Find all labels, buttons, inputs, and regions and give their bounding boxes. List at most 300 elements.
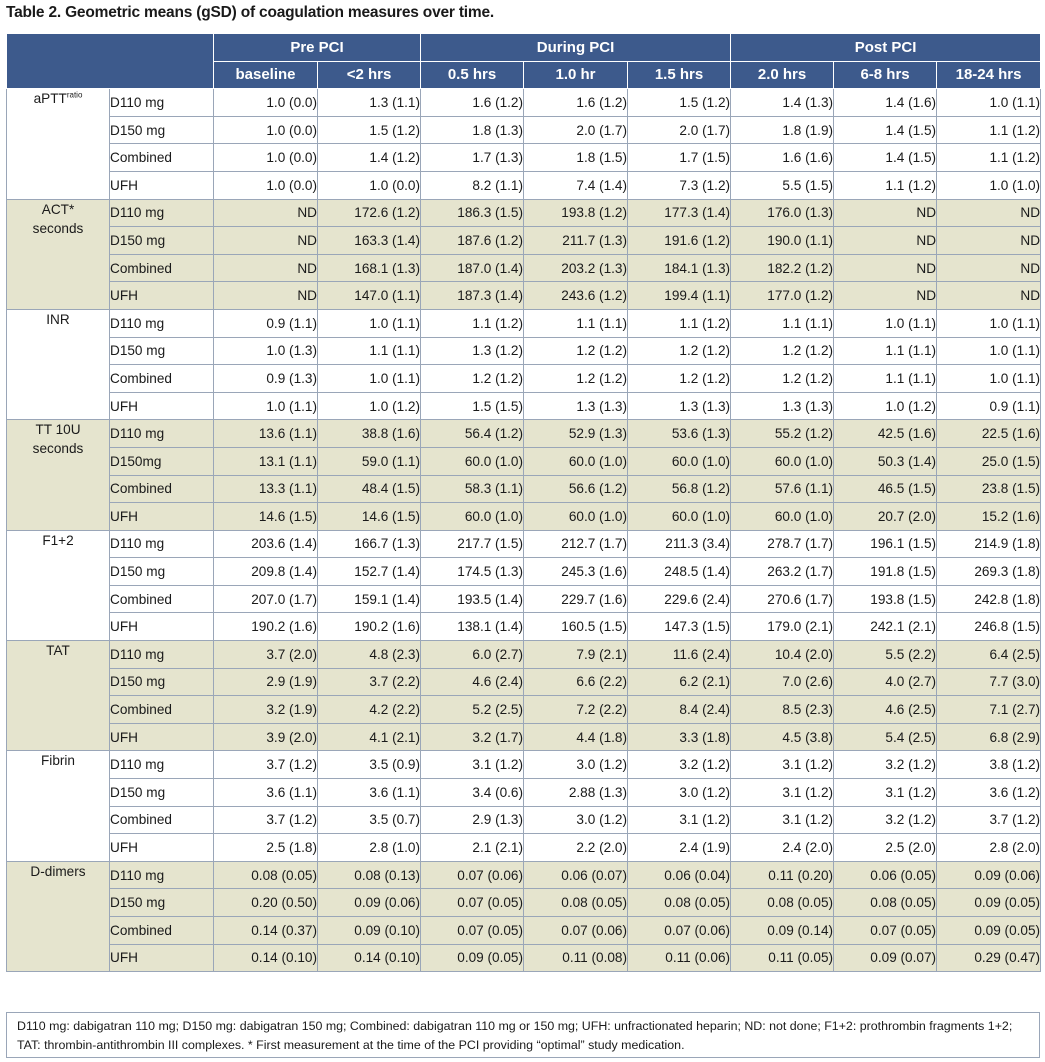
- value-cell: 0.08 (0.05): [731, 889, 834, 917]
- value-cell: 38.8 (1.6): [318, 420, 421, 448]
- value-cell: 7.0 (2.6): [731, 668, 834, 696]
- value-cell: 229.7 (1.6): [524, 585, 628, 613]
- table-row: [7, 530, 1041, 558]
- value-cell: 3.6 (1.1): [318, 779, 421, 807]
- value-cell: 50.3 (1.4): [834, 447, 937, 475]
- value-cell: 203.6 (1.4): [214, 530, 318, 558]
- table-row: [7, 365, 1041, 393]
- measure-name: F1+2: [42, 532, 74, 548]
- value-cell: 7.1 (2.7): [937, 696, 1041, 724]
- value-cell: 2.0 (1.7): [628, 116, 731, 144]
- value-cell: ND: [937, 254, 1041, 282]
- measure-superscript: ratio: [66, 90, 83, 100]
- value-cell: 3.9 (2.0): [214, 723, 318, 751]
- value-cell: 60.0 (1.0): [628, 447, 731, 475]
- value-cell: 2.5 (2.0): [834, 834, 937, 862]
- table-row: [7, 944, 1041, 972]
- value-cell: 0.14 (0.37): [214, 917, 318, 945]
- timepoint-header: 18-24 hrs: [937, 61, 1041, 89]
- value-cell: 190.0 (1.1): [731, 227, 834, 255]
- treatment-group: D110 mg: [110, 420, 214, 448]
- value-cell: 184.1 (1.3): [628, 254, 731, 282]
- value-cell: 203.2 (1.3): [524, 254, 628, 282]
- timepoint-header: 1.0 hr: [524, 61, 628, 89]
- value-cell: 4.5 (3.8): [731, 723, 834, 751]
- treatment-group: UFH: [110, 282, 214, 310]
- value-cell: 1.0 (1.1): [318, 309, 421, 337]
- value-cell: 246.8 (1.5): [937, 613, 1041, 641]
- value-cell: 3.1 (1.2): [731, 779, 834, 807]
- value-cell: 229.6 (2.4): [628, 585, 731, 613]
- value-cell: 176.0 (1.3): [731, 199, 834, 227]
- value-cell: 0.08 (0.05): [214, 861, 318, 889]
- value-cell: 3.7 (2.0): [214, 641, 318, 669]
- value-cell: 1.0 (0.0): [318, 171, 421, 199]
- value-cell: 211.3 (3.4): [628, 530, 731, 558]
- treatment-group: D150 mg: [110, 116, 214, 144]
- value-cell: 1.4 (1.3): [731, 89, 834, 117]
- value-cell: 5.5 (1.5): [731, 171, 834, 199]
- measure-name: Fibrin: [41, 753, 75, 769]
- value-cell: 1.0 (0.0): [214, 116, 318, 144]
- value-cell: 1.1 (1.1): [524, 309, 628, 337]
- treatment-group: Combined: [110, 806, 214, 834]
- group-header-pre-pci: Pre PCI: [214, 34, 421, 62]
- value-cell: 3.1 (1.2): [834, 779, 937, 807]
- value-cell: 3.8 (1.2): [937, 751, 1041, 779]
- treatment-group: Combined: [110, 917, 214, 945]
- value-cell: 52.9 (1.3): [524, 420, 628, 448]
- value-cell: 0.07 (0.05): [421, 917, 524, 945]
- value-cell: 6.8 (2.9): [937, 723, 1041, 751]
- value-cell: 278.7 (1.7): [731, 530, 834, 558]
- timepoint-header: 2.0 hrs: [731, 61, 834, 89]
- value-cell: 1.2 (1.2): [421, 365, 524, 393]
- value-cell: 242.1 (2.1): [834, 613, 937, 641]
- value-cell: 1.8 (1.3): [421, 116, 524, 144]
- value-cell: 190.2 (1.6): [318, 613, 421, 641]
- table-title: Table 2. Geometric means (gSD) of coagulation measures over time.: [6, 4, 495, 21]
- value-cell: 0.9 (1.3): [214, 365, 318, 393]
- value-cell: 15.2 (1.6): [937, 503, 1041, 531]
- table-row: [7, 503, 1041, 531]
- value-cell: 191.6 (1.2): [628, 227, 731, 255]
- value-cell: 1.0 (1.1): [937, 89, 1041, 117]
- table-row: [7, 254, 1041, 282]
- measure-unit: seconds: [32, 441, 84, 457]
- value-cell: 5.4 (2.5): [834, 723, 937, 751]
- value-cell: ND: [214, 227, 318, 255]
- value-cell: 1.4 (1.5): [834, 144, 937, 172]
- value-cell: 199.4 (1.1): [628, 282, 731, 310]
- value-cell: 207.0 (1.7): [214, 585, 318, 613]
- measure-label: [7, 641, 110, 751]
- treatment-group: D150 mg: [110, 558, 214, 586]
- value-cell: 1.3 (1.3): [731, 392, 834, 420]
- value-cell: 2.1 (2.1): [421, 834, 524, 862]
- value-cell: 163.3 (1.4): [318, 227, 421, 255]
- measure-name: aPTT: [33, 91, 67, 107]
- value-cell: 0.08 (0.13): [318, 861, 421, 889]
- value-cell: 1.0 (1.0): [937, 171, 1041, 199]
- value-cell: 48.4 (1.5): [318, 475, 421, 503]
- treatment-group: UFH: [110, 723, 214, 751]
- value-cell: 46.5 (1.5): [834, 475, 937, 503]
- table-row: [7, 668, 1041, 696]
- value-cell: 0.07 (0.06): [524, 917, 628, 945]
- treatment-group: D150 mg: [110, 779, 214, 807]
- value-cell: 2.5 (1.8): [214, 834, 318, 862]
- header-corner: [7, 34, 214, 89]
- measure-label: [7, 199, 110, 309]
- value-cell: 60.0 (1.0): [524, 503, 628, 531]
- value-cell: 193.8 (1.2): [524, 199, 628, 227]
- measure-label: [7, 309, 110, 419]
- footnote-line: D110 mg: dabigatran 110 mg; D150 mg: dabigatran 150 mg; Combined: dabigatran 110 mg or 150 mg; UFH: unfractionated heparin; ND: not done; F1+2: prothrombin fragments 1+2;: [17, 1019, 1013, 1033]
- value-cell: 2.0 (1.7): [524, 116, 628, 144]
- treatment-group: Combined: [110, 254, 214, 282]
- value-cell: 0.20 (0.50): [214, 889, 318, 917]
- value-cell: 55.2 (1.2): [731, 420, 834, 448]
- value-cell: 0.09 (0.06): [937, 861, 1041, 889]
- value-cell: 0.09 (0.05): [937, 889, 1041, 917]
- table-row: [7, 779, 1041, 807]
- value-cell: 0.08 (0.05): [628, 889, 731, 917]
- treatment-group: D110 mg: [110, 199, 214, 227]
- value-cell: 263.2 (1.7): [731, 558, 834, 586]
- value-cell: 60.0 (1.0): [628, 503, 731, 531]
- value-cell: 3.6 (1.2): [937, 779, 1041, 807]
- value-cell: 2.8 (1.0): [318, 834, 421, 862]
- measure-label: [7, 420, 110, 530]
- value-cell: 0.06 (0.07): [524, 861, 628, 889]
- value-cell: 190.2 (1.6): [214, 613, 318, 641]
- value-cell: 269.3 (1.8): [937, 558, 1041, 586]
- value-cell: 1.4 (1.5): [834, 116, 937, 144]
- value-cell: 177.3 (1.4): [628, 199, 731, 227]
- value-cell: 1.2 (1.2): [524, 365, 628, 393]
- treatment-group: D110 mg: [110, 309, 214, 337]
- table-footnote: [6, 1012, 1040, 1058]
- value-cell: 1.2 (1.2): [731, 365, 834, 393]
- value-cell: 1.0 (1.2): [834, 392, 937, 420]
- treatment-group: D110 mg: [110, 641, 214, 669]
- treatment-group: D110 mg: [110, 861, 214, 889]
- table-row: [7, 751, 1041, 779]
- treatment-group: D150mg: [110, 447, 214, 475]
- treatment-group: D150 mg: [110, 227, 214, 255]
- value-cell: 242.8 (1.8): [937, 585, 1041, 613]
- value-cell: 1.3 (1.1): [318, 89, 421, 117]
- value-cell: 20.7 (2.0): [834, 503, 937, 531]
- treatment-group: D150 mg: [110, 668, 214, 696]
- value-cell: 1.1 (1.1): [834, 365, 937, 393]
- value-cell: 245.3 (1.6): [524, 558, 628, 586]
- value-cell: 1.1 (1.2): [834, 171, 937, 199]
- value-cell: 4.8 (2.3): [318, 641, 421, 669]
- table-row: [7, 613, 1041, 641]
- value-cell: 1.1 (1.2): [421, 309, 524, 337]
- value-cell: 187.3 (1.4): [421, 282, 524, 310]
- value-cell: 1.3 (1.3): [628, 392, 731, 420]
- value-cell: 1.2 (1.2): [628, 337, 731, 365]
- table-row: [7, 861, 1041, 889]
- value-cell: 217.7 (1.5): [421, 530, 524, 558]
- table-row: [7, 917, 1041, 945]
- table-row: [7, 337, 1041, 365]
- value-cell: 2.9 (1.3): [421, 806, 524, 834]
- value-cell: 2.4 (2.0): [731, 834, 834, 862]
- value-cell: 3.5 (0.7): [318, 806, 421, 834]
- value-cell: 59.0 (1.1): [318, 447, 421, 475]
- value-cell: 13.6 (1.1): [214, 420, 318, 448]
- value-cell: 187.6 (1.2): [421, 227, 524, 255]
- timepoint-header: baseline: [214, 61, 318, 89]
- value-cell: 1.6 (1.2): [524, 89, 628, 117]
- value-cell: 8.5 (2.3): [731, 696, 834, 724]
- value-cell: 56.4 (1.2): [421, 420, 524, 448]
- value-cell: 0.09 (0.14): [731, 917, 834, 945]
- value-cell: 42.5 (1.6): [834, 420, 937, 448]
- treatment-group: D110 mg: [110, 89, 214, 117]
- measure-name: INR: [46, 311, 70, 327]
- measure-name: D-dimers: [30, 863, 86, 879]
- table-row: [7, 116, 1041, 144]
- value-cell: ND: [834, 282, 937, 310]
- value-cell: 0.07 (0.06): [628, 917, 731, 945]
- value-cell: 1.2 (1.2): [524, 337, 628, 365]
- group-header-during-pci: During PCI: [421, 34, 731, 62]
- value-cell: 25.0 (1.5): [937, 447, 1041, 475]
- value-cell: 13.3 (1.1): [214, 475, 318, 503]
- value-cell: 1.7 (1.3): [421, 144, 524, 172]
- measure-name: TT 10U: [35, 422, 81, 438]
- value-cell: 7.3 (1.2): [628, 171, 731, 199]
- footnote-line: TAT: thrombin-antithrombin III complexes. * First measurement at the time of the PCI providing “optimal” study medication.: [17, 1038, 685, 1053]
- table-row: [7, 641, 1041, 669]
- value-cell: 6.6 (2.2): [524, 668, 628, 696]
- value-cell: 0.07 (0.06): [421, 861, 524, 889]
- value-cell: 7.2 (2.2): [524, 696, 628, 724]
- value-cell: 1.6 (1.2): [421, 89, 524, 117]
- value-cell: 7.7 (3.0): [937, 668, 1041, 696]
- value-cell: 1.5 (1.5): [421, 392, 524, 420]
- value-cell: 3.1 (1.2): [628, 806, 731, 834]
- value-cell: 209.8 (1.4): [214, 558, 318, 586]
- value-cell: 159.1 (1.4): [318, 585, 421, 613]
- value-cell: 191.8 (1.5): [834, 558, 937, 586]
- value-cell: 0.06 (0.05): [834, 861, 937, 889]
- value-cell: 147.3 (1.5): [628, 613, 731, 641]
- value-cell: 8.4 (2.4): [628, 696, 731, 724]
- value-cell: 56.6 (1.2): [524, 475, 628, 503]
- value-cell: 1.0 (1.1): [937, 337, 1041, 365]
- treatment-group: Combined: [110, 475, 214, 503]
- table-row: [7, 171, 1041, 199]
- table-row: [7, 420, 1041, 448]
- value-cell: 0.09 (0.05): [421, 944, 524, 972]
- value-cell: 0.09 (0.10): [318, 917, 421, 945]
- value-cell: 0.09 (0.05): [937, 917, 1041, 945]
- value-cell: 60.0 (1.0): [731, 503, 834, 531]
- value-cell: 1.1 (1.2): [628, 309, 731, 337]
- treatment-group: D110 mg: [110, 530, 214, 558]
- value-cell: 3.7 (2.2): [318, 668, 421, 696]
- value-cell: 6.2 (2.1): [628, 668, 731, 696]
- value-cell: 3.1 (1.2): [731, 806, 834, 834]
- table-row: [7, 723, 1041, 751]
- value-cell: 3.2 (1.2): [834, 806, 937, 834]
- value-cell: 211.7 (1.3): [524, 227, 628, 255]
- value-cell: 193.5 (1.4): [421, 585, 524, 613]
- value-cell: 1.4 (1.2): [318, 144, 421, 172]
- value-cell: 1.0 (1.3): [214, 337, 318, 365]
- value-cell: 1.2 (1.2): [731, 337, 834, 365]
- timepoint-header: <2 hrs: [318, 61, 421, 89]
- value-cell: 1.0 (1.1): [318, 365, 421, 393]
- treatment-group: Combined: [110, 144, 214, 172]
- value-cell: 1.8 (1.5): [524, 144, 628, 172]
- value-cell: 1.2 (1.2): [628, 365, 731, 393]
- table-row: [7, 227, 1041, 255]
- value-cell: ND: [937, 282, 1041, 310]
- value-cell: 8.2 (1.1): [421, 171, 524, 199]
- value-cell: 13.1 (1.1): [214, 447, 318, 475]
- treatment-group: UFH: [110, 503, 214, 531]
- value-cell: 57.6 (1.1): [731, 475, 834, 503]
- table-row: [7, 806, 1041, 834]
- table-body: [7, 89, 1041, 972]
- value-cell: 147.0 (1.1): [318, 282, 421, 310]
- treatment-group: UFH: [110, 392, 214, 420]
- value-cell: 172.6 (1.2): [318, 199, 421, 227]
- value-cell: 0.9 (1.1): [937, 392, 1041, 420]
- value-cell: 3.0 (1.2): [524, 751, 628, 779]
- value-cell: 4.2 (2.2): [318, 696, 421, 724]
- value-cell: 1.5 (1.2): [318, 116, 421, 144]
- value-cell: 0.11 (0.08): [524, 944, 628, 972]
- value-cell: 0.9 (1.1): [214, 309, 318, 337]
- value-cell: 0.11 (0.06): [628, 944, 731, 972]
- timepoint-header: 0.5 hrs: [421, 61, 524, 89]
- value-cell: ND: [937, 227, 1041, 255]
- value-cell: 60.0 (1.0): [421, 447, 524, 475]
- table-row: [7, 558, 1041, 586]
- value-cell: 2.2 (2.0): [524, 834, 628, 862]
- value-cell: 7.4 (1.4): [524, 171, 628, 199]
- value-cell: 0.06 (0.04): [628, 861, 731, 889]
- measure-label: [7, 861, 110, 971]
- value-cell: 3.4 (0.6): [421, 779, 524, 807]
- value-cell: 0.08 (0.05): [834, 889, 937, 917]
- value-cell: 2.8 (2.0): [937, 834, 1041, 862]
- group-header-row: [7, 34, 1041, 62]
- measure-label: [7, 751, 110, 861]
- value-cell: 3.7 (1.2): [214, 751, 318, 779]
- value-cell: 2.9 (1.9): [214, 668, 318, 696]
- value-cell: 3.0 (1.2): [628, 779, 731, 807]
- table-row: [7, 585, 1041, 613]
- table-row: [7, 834, 1041, 862]
- value-cell: 177.0 (1.2): [731, 282, 834, 310]
- measure-label: [7, 530, 110, 640]
- treatment-group: D110 mg: [110, 751, 214, 779]
- value-cell: 1.0 (1.1): [937, 309, 1041, 337]
- value-cell: 3.0 (1.2): [524, 806, 628, 834]
- value-cell: 3.5 (0.9): [318, 751, 421, 779]
- value-cell: 168.1 (1.3): [318, 254, 421, 282]
- value-cell: 1.0 (1.2): [318, 392, 421, 420]
- table-row: [7, 309, 1041, 337]
- treatment-group: UFH: [110, 613, 214, 641]
- value-cell: 1.0 (1.1): [937, 365, 1041, 393]
- value-cell: 1.1 (1.2): [937, 144, 1041, 172]
- table-row: [7, 89, 1041, 117]
- value-cell: 4.6 (2.5): [834, 696, 937, 724]
- value-cell: 3.2 (1.2): [628, 751, 731, 779]
- value-cell: 1.8 (1.9): [731, 116, 834, 144]
- table-row: [7, 475, 1041, 503]
- value-cell: 60.0 (1.0): [524, 447, 628, 475]
- value-cell: 14.6 (1.5): [214, 503, 318, 531]
- value-cell: 11.6 (2.4): [628, 641, 731, 669]
- value-cell: 23.8 (1.5): [937, 475, 1041, 503]
- value-cell: 3.3 (1.8): [628, 723, 731, 751]
- treatment-group: UFH: [110, 171, 214, 199]
- value-cell: 14.6 (1.5): [318, 503, 421, 531]
- value-cell: 1.3 (1.3): [524, 392, 628, 420]
- value-cell: 10.4 (2.0): [731, 641, 834, 669]
- value-cell: 182.2 (1.2): [731, 254, 834, 282]
- value-cell: 3.1 (1.2): [731, 751, 834, 779]
- value-cell: 1.1 (1.1): [731, 309, 834, 337]
- timepoint-header: 1.5 hrs: [628, 61, 731, 89]
- value-cell: 3.7 (1.2): [214, 806, 318, 834]
- table-row: [7, 889, 1041, 917]
- value-cell: 56.8 (1.2): [628, 475, 731, 503]
- value-cell: 152.7 (1.4): [318, 558, 421, 586]
- value-cell: 5.5 (2.2): [834, 641, 937, 669]
- value-cell: 3.2 (1.7): [421, 723, 524, 751]
- value-cell: 1.6 (1.6): [731, 144, 834, 172]
- treatment-group: UFH: [110, 834, 214, 862]
- value-cell: 0.14 (0.10): [214, 944, 318, 972]
- value-cell: 3.6 (1.1): [214, 779, 318, 807]
- measure-unit: seconds: [32, 220, 84, 236]
- value-cell: 174.5 (1.3): [421, 558, 524, 586]
- value-cell: ND: [834, 199, 937, 227]
- value-cell: 2.4 (1.9): [628, 834, 731, 862]
- value-cell: 160.5 (1.5): [524, 613, 628, 641]
- treatment-group: Combined: [110, 585, 214, 613]
- value-cell: 4.4 (1.8): [524, 723, 628, 751]
- treatment-group: Combined: [110, 696, 214, 724]
- value-cell: 1.0 (0.0): [214, 89, 318, 117]
- value-cell: 138.1 (1.4): [421, 613, 524, 641]
- value-cell: 2.88 (1.3): [524, 779, 628, 807]
- value-cell: 0.08 (0.05): [524, 889, 628, 917]
- value-cell: 60.0 (1.0): [731, 447, 834, 475]
- value-cell: ND: [214, 199, 318, 227]
- value-cell: 4.1 (2.1): [318, 723, 421, 751]
- value-cell: 1.1 (1.1): [834, 337, 937, 365]
- value-cell: ND: [834, 227, 937, 255]
- measure-name: ACT*: [41, 201, 75, 217]
- table-row: [7, 447, 1041, 475]
- value-cell: 60.0 (1.0): [421, 503, 524, 531]
- value-cell: 6.4 (2.5): [937, 641, 1041, 669]
- value-cell: 1.0 (0.0): [214, 171, 318, 199]
